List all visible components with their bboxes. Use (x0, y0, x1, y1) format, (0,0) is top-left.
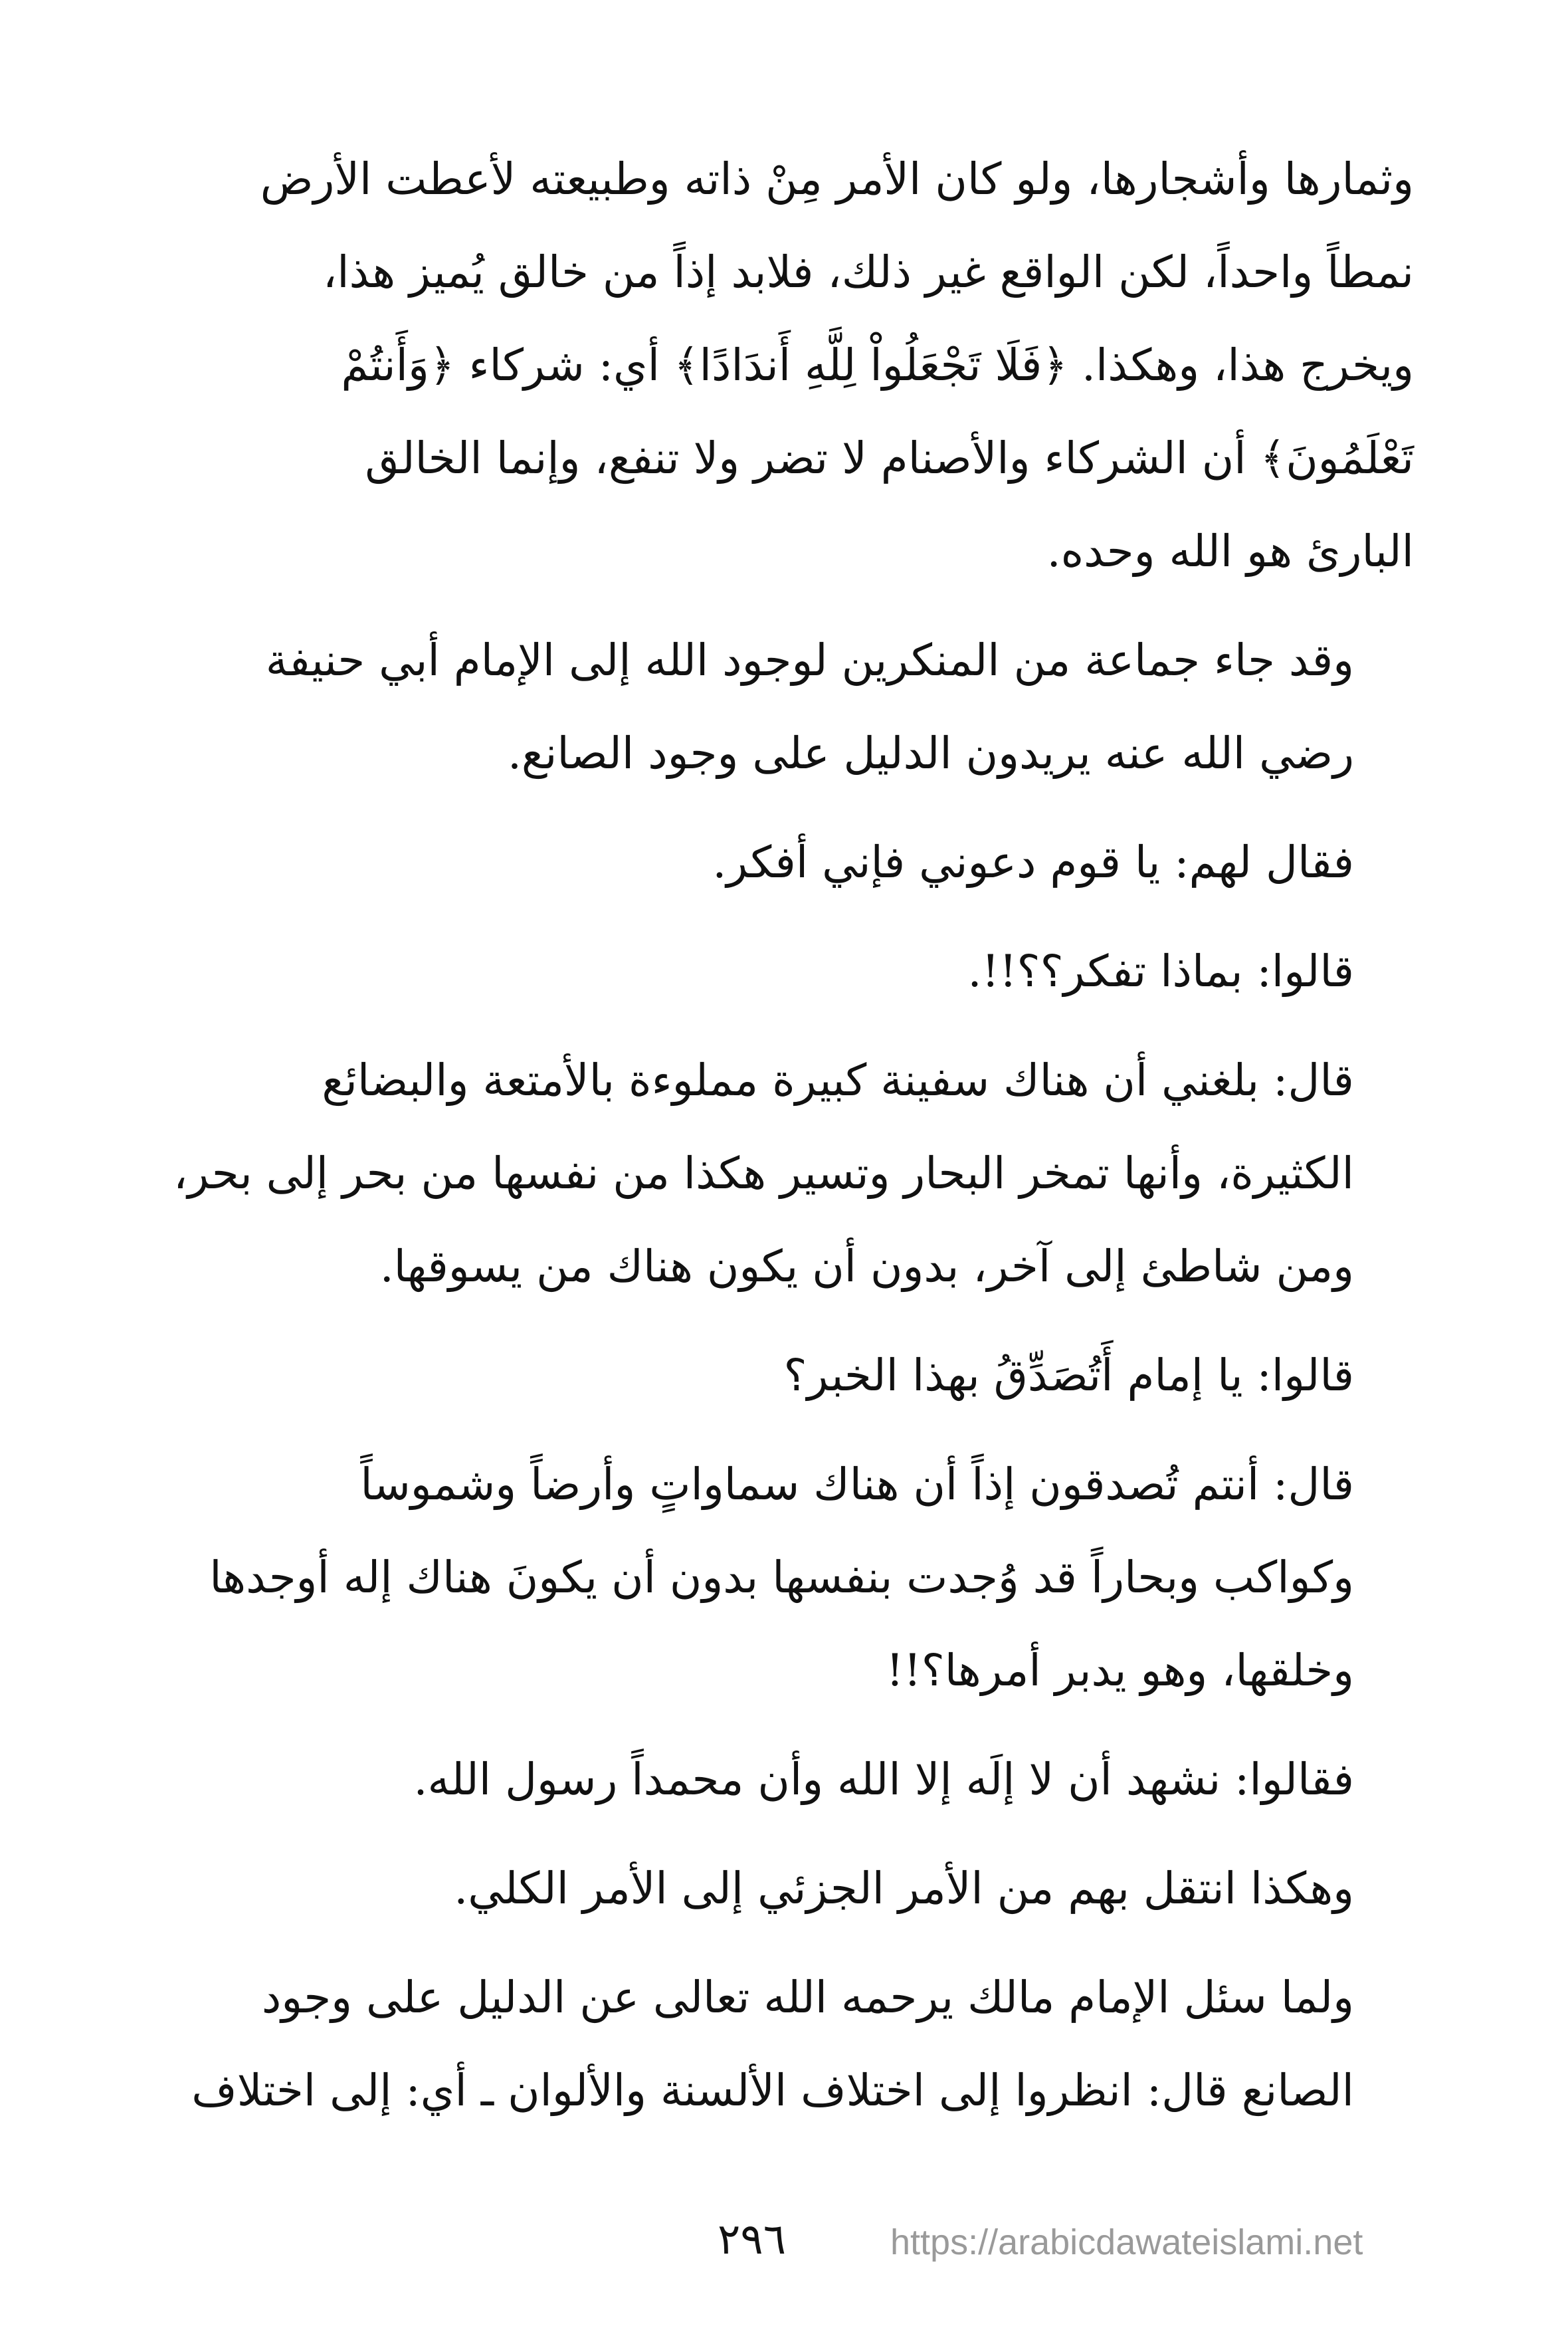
text-line: فقال لهم: يا قوم دعوني فإني أفكر. (712, 837, 1354, 888)
text-line: البارئ هو الله وحده. (1046, 526, 1414, 577)
text-line: نمطاً واحداً، لكن الواقع غير ذلك، فلابد إذاً من خالق يُميز هذا، (322, 247, 1414, 298)
paragraph (154, 1951, 1414, 2137)
text-line: وهكذا انتقل بهم من الأمر الجزئي إلى الأمر الكلي. (454, 1863, 1354, 1914)
paragraph (154, 133, 1414, 598)
paragraph (154, 1733, 1414, 1826)
paragraph (154, 925, 1414, 1018)
paragraph (154, 614, 1414, 800)
paragraph (154, 1842, 1414, 1935)
text-line: قالوا: بماذا تفكر؟؟!!. (967, 946, 1354, 997)
paragraph (154, 1438, 1414, 1717)
text-line: ويخرج هذا، وهكذا. ﴿فَلَا تَجْعَلُواْ لِلَّهِ أَندَادًا﴾ أي: شركاء ﴿وَأَنتُمْ (341, 340, 1414, 391)
paragraph (154, 1034, 1414, 1313)
page-number: ٢٩٦ (718, 2215, 787, 2264)
text-line: رضي الله عنه يريدون الدليل على وجود الصانع. (507, 728, 1354, 779)
text-line: ولما سئل الإمام مالك يرحمه الله تعالى عن الدليل على وجود (261, 1972, 1354, 2023)
text-line: وكواكب وبحاراً قد وُجدت بنفسها بدون أن يكونَ هناك إله أوجدها (209, 1552, 1354, 1603)
text-line: الكثيرة، وأنها تمخر البحار وتسير هكذا من نفسها من بحر إلى بحر، (173, 1148, 1354, 1199)
text-line: وثمارها وأشجارها، ولو كان الأمر مِنْ ذاته وطبيعته لأعطت الأرض (260, 154, 1414, 205)
text-line: ومن شاطئ إلى آخر، بدون أن يكون هناك من يسوقها. (379, 1241, 1354, 1292)
text-line: قال: أنتم تُصدقون إذاً أن هناك سماواتٍ وأرضاً وشموساً (360, 1459, 1354, 1510)
text-line: وخلقها، وهو يدبر أمرها؟!! (886, 1645, 1354, 1696)
text-line: قالوا: يا إمام أَتُصَدِّقُ بهذا الخبر؟ (783, 1350, 1354, 1401)
page-footer (0, 2206, 1568, 2286)
paragraph (154, 1329, 1414, 1422)
page-body (154, 133, 1414, 2153)
text-line: قال: بلغني أن هناك سفينة كبيرة مملوءة بالأمتعة والبضائع (322, 1055, 1354, 1106)
text-line: فقالوا: نشهد أن لا إلَه إلا الله وأن محمداً رسول الله. (413, 1754, 1354, 1805)
watermark-link[interactable]: https://arabicdawateislami.net (890, 2222, 1363, 2262)
text-line: وقد جاء جماعة من المنكرين لوجود الله إلى الإمام أبي حنيفة (265, 635, 1354, 686)
paragraph (154, 816, 1414, 909)
text-line: تَعْلَمُونَ﴾ أن الشركاء والأصنام لا تضر ولا تنفع، وإنما الخالق (365, 433, 1414, 484)
text-line: الصانع قال: انظروا إلى اختلاف الألسنة والألوان ـ أي: إلى اختلاف (191, 2065, 1354, 2116)
